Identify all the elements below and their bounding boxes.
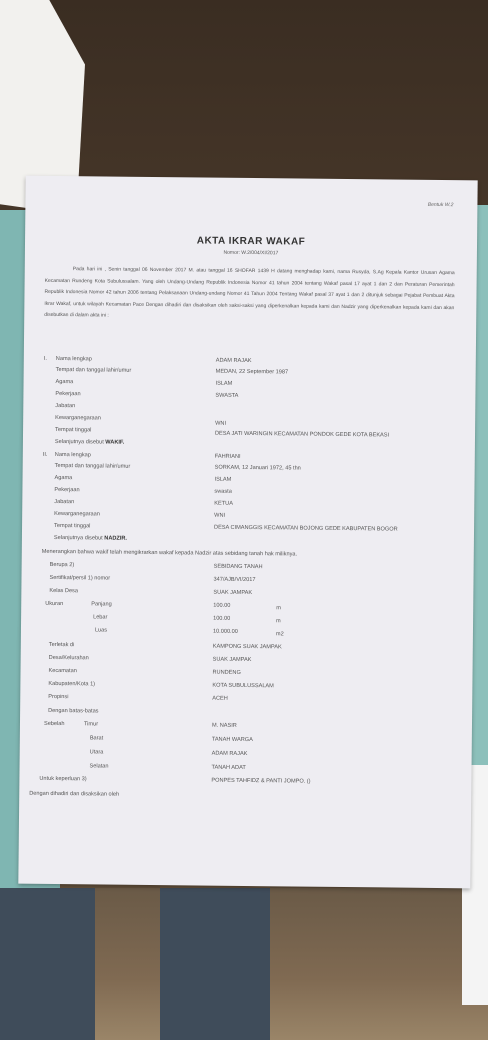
nadzir-sebut-prefix: Selanjutnya disebut	[53, 534, 103, 542]
nadzir-warga: WNI	[214, 512, 226, 519]
utara-label: Utara	[89, 749, 104, 756]
panjang-value: 100.00	[213, 602, 231, 609]
nadzir-ttl: SORKAM, 12 Januari 1972, 45 thn	[214, 464, 301, 472]
lebar-label: Lebar	[93, 614, 108, 621]
kabupaten-value: KOTA SUBULUSSALAM	[212, 682, 274, 690]
kelas-value: SUAK JAMPAK	[213, 589, 253, 597]
sebelah-label: Sebelah	[43, 720, 65, 728]
kecamatan-label: Kecamatan	[48, 667, 77, 675]
panjang-unit: m	[276, 605, 281, 612]
selatan-label: Selatan	[89, 763, 109, 770]
wakif-pekerjaan-label: Pekerjaan	[55, 390, 81, 398]
wakif-agama: ISLAM	[215, 380, 233, 387]
luas-label: Luas	[94, 627, 108, 634]
batas-label: Dengan batas-batas	[48, 707, 99, 715]
wakif-nama: ADAM RAJAK	[215, 357, 252, 365]
wakif-tinggal: DESA JATI WARINGIN KECAMATAN PONDOK GEDE KOTA BEKASI	[214, 430, 390, 439]
kabupaten-label: Kabupaten/Kota 1)	[48, 680, 96, 688]
keperluan-value: PONPES TAHFIDZ & PANTI JOMPO. ()	[211, 777, 311, 785]
timur-value: M. NASIR	[211, 722, 237, 729]
terletak-value: KAMPONG SUAK JAMPAK	[212, 643, 282, 651]
intro-paragraph: Pada hari ini , Senin tanggal 06 November 2017 M. atau tanggal 16 SHOFAR 1439 H datang menghadap kami, nama Rusyda, S.Ag Kepala Kantor Urusan Agama Kecamatan Rundeng Kota Subulussalam. Yang oleh Undang-Undang Republik Indonesia Nomor 41 tahun 2004 tentang Wakaf pasal 17 ayat 1 dan 2 dan Peraturan Pemerintah Republik Indonesia Nomor 42 tahun 2006 tentang Pelaksanaan Undang-undang Nomor 41 Tahun 2004 Tentang Wakaf pasal 37 ayat 1 dan 2 ditunjuk sebagai Pejabat Pembuat Akta Ikrar Wakaf, untuk wilayah Kecamatan Pace Dengan dihadiri dan disaksikan oleh saksi-saksi yang diperkenalkan kepada kami dan Nadzir yang diperkenalkan kepada kami dan akan disebutkan di dalam akta ini :	[44, 266, 455, 319]
terletak-label: Terletak di	[48, 641, 75, 649]
propinsi-label: Propinsi	[48, 693, 69, 701]
wakif-warga-label: Kewarganegaraan	[55, 414, 101, 422]
luas-value: 10.000.00	[212, 628, 238, 635]
propinsi-value: ACEH	[212, 695, 228, 702]
nadzir-number: II.	[42, 451, 48, 458]
nadzir-tinggal: DESA CIMANGGIS KECAMATAN BOJONG GEDE KABUPATEN BOGOR	[214, 524, 398, 533]
wakif-jabatan-label: Jabatan	[55, 402, 76, 410]
wakif-nama-label: Nama lengkap	[55, 355, 92, 363]
document-number: Nomor: W.2/004/XI/2017	[223, 249, 279, 257]
leg-left	[0, 888, 95, 1040]
sertifikat-value: 347/AJB/VI/2017	[213, 576, 256, 584]
utara-value: ADAM RAJAK	[211, 750, 248, 758]
kecamatan-value: RUNDENG	[212, 669, 241, 676]
document-title: AKTA IKRAR WAKAF	[196, 235, 306, 248]
nadzir-agama: ISLAM	[214, 476, 232, 483]
nadzir-tinggal-label: Tempat tinggal	[54, 522, 91, 530]
wakif-ttl-label: Tempat dan tanggal lahir/umur	[55, 366, 132, 374]
kelas-label: Kelas Desa	[49, 587, 79, 595]
nadzir-jabatan: KETUA	[214, 500, 233, 507]
closing-text: Dengan dihadiri dan disaksikan oleh	[29, 790, 120, 798]
berupa-label: Berupa 2)	[49, 561, 75, 569]
ukuran-label: Ukuran	[45, 600, 64, 608]
lebar-value: 100.00	[213, 615, 231, 622]
timur-label: Timur	[83, 721, 99, 728]
nadzir-sebut	[54, 535, 127, 542]
desa-label: Desa/Kelurahan	[48, 654, 89, 662]
nadzir-warga-label: Kewarganegaraan	[54, 510, 100, 518]
nadzir-sebut-role: NADZIR.	[104, 535, 128, 542]
wakif-number: I.	[43, 355, 47, 362]
selatan-value: TANAH ADAT	[211, 764, 246, 771]
nadzir-pekerjaan: swasta	[214, 488, 232, 495]
luas-unit: m2	[275, 631, 284, 638]
leg-right	[160, 888, 270, 1040]
sertifikat-label: Sertifikat/persil 1) nomor	[49, 574, 111, 582]
wakif-agama-label: Agama	[55, 378, 74, 386]
menerangkan-text: Menerangkan bahwa wakif telah mengikrarkan wakaf kepada Nadzir atas sebidang tanah hak miliknya.	[41, 548, 298, 558]
nadzir-agama-label: Agama	[54, 474, 73, 482]
barat-value: TANAH WARGA	[211, 736, 253, 744]
panjang-label: Panjang	[91, 601, 112, 608]
wakif-warga: WNI	[215, 420, 227, 427]
wakif-sebut	[55, 439, 124, 446]
lebar-unit: m	[276, 618, 281, 625]
wakif-ttl: MEDAN, 22 September 1987	[215, 368, 289, 376]
nadzir-nama: FAHRIANI	[214, 453, 241, 460]
nadzir-jabatan-label: Jabatan	[54, 498, 75, 506]
wakif-pekerjaan: SWASTA	[215, 392, 239, 399]
wakif-sebut-role: WAKIF.	[105, 439, 125, 446]
desa-value: SUAK JAMPAK	[212, 656, 252, 664]
nadzir-pekerjaan-label: Pekerjaan	[54, 486, 80, 494]
nadzir-nama-label: Nama lengkap	[54, 451, 91, 459]
wakif-sebut-prefix: Selanjutnya disebut	[54, 438, 104, 446]
wakif-tinggal-label: Tempat tinggal	[55, 426, 92, 434]
barat-label: Barat	[89, 735, 104, 742]
document-sheet	[18, 176, 477, 889]
form-code: Bentuk W.2	[427, 201, 454, 209]
keperluan-label: Untuk keperluan 3)	[39, 775, 87, 783]
nadzir-ttl-label: Tempat dan tanggal lahir/umur	[54, 462, 131, 470]
berupa-value: SEBIDANG TANAH	[213, 563, 263, 571]
